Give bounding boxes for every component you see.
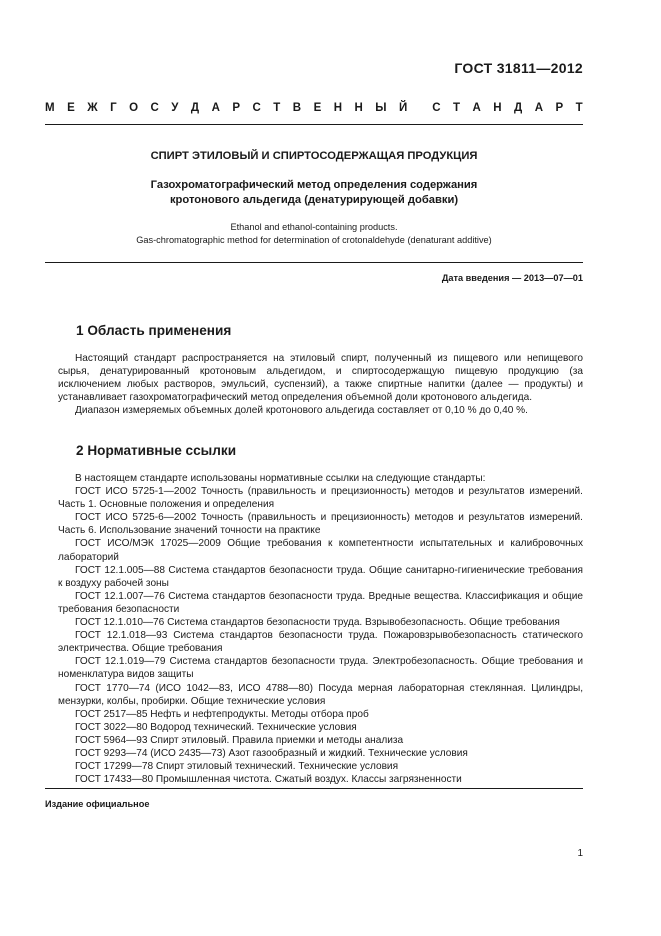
introduction-date: Дата введения — 2013—07—01 [441, 273, 583, 283]
section-1-heading: 1 Область применения [76, 323, 232, 338]
reference-item: ГОСТ ИСО 5725-1—2002 Точность (правильность и прецизионность) методов и результатов измерений. Часть 1. Основные положения и определения [58, 486, 583, 511]
section-2-body [58, 472, 583, 786]
top-rule [45, 124, 583, 125]
standard-type-letter: В [292, 102, 302, 114]
standard-type-letter: Т [452, 102, 461, 114]
standard-type-letter: А [534, 102, 544, 114]
section-1-body [58, 352, 583, 417]
reference-item: ГОСТ ИСО/МЭК 17025—2009 Общие требования к компетентности испытательных и калибровочных лабораторий [58, 538, 583, 563]
english-title-line-1: Ethanol and ethanol-containing products. [230, 222, 398, 232]
standard-type-letter: Ж [87, 102, 98, 114]
section-1-paragraph: Диапазон измеряемых объемных долей кротонового альдегида составляет от 0,10 % до 0,40 %. [75, 405, 528, 417]
subtitle-line-2: кротонового альдегида (денатурирующей добавки) [169, 194, 459, 206]
subtitle-line-1: Газохроматографический метод определения содержания [150, 179, 478, 191]
document-subtitle [45, 178, 583, 208]
page-number: 1 [577, 848, 583, 859]
standard-type-letter: Й [399, 102, 408, 114]
standard-type-letter: Р [232, 102, 241, 114]
reference-item: ГОСТ 12.1.019—79 Система стандартов безопасности труда. Электробезопасность. Общие требования и номенклатура видов защиты [58, 656, 583, 681]
standard-type-letter: Т [273, 102, 281, 114]
section-2-intro: В настоящем стандарте использованы нормативные ссылки на следующие стандарты: [75, 473, 486, 484]
standard-type-letter: Е [67, 102, 75, 114]
standard-type-letter: Г [110, 102, 117, 114]
reference-item: ГОСТ 5964—93 Спирт этиловый. Правила приемки и методы анализа [75, 734, 404, 746]
standard-type-letter: Т [575, 102, 583, 114]
reference-item: ГОСТ 1770—74 (ИСО 1042—83, ИСО 4788—80) Посуда мерная лабораторная стеклянная. Цилиндры, мензурки, колбы, пробирки. Общие технические условия [58, 682, 583, 707]
standard-type-letter: Ы [375, 102, 387, 114]
standard-type-letter: О [129, 102, 139, 114]
standard-type-letter: Н [493, 102, 502, 114]
reference-item: ГОСТ 17299—78 Спирт этиловый технический. Технические условия [75, 761, 399, 773]
edition-note: Издание официальное [45, 799, 150, 809]
reference-item: ГОСТ 12.1.010—76 Система стандартов безопасности труда. Взрывобезопасность. Общие требования [75, 617, 560, 629]
standard-type-letter: А [472, 102, 481, 114]
standard-type-letter: А [211, 102, 220, 114]
standard-type-letter: Д [514, 102, 523, 114]
standard-type-letter: С [252, 102, 261, 114]
reference-item: ГОСТ 9293—74 (ИСО 2435—73) Азот газообразный и жидкий. Технические условия [75, 747, 468, 759]
standard-type-letter: Н [354, 102, 363, 114]
english-title [45, 221, 583, 247]
reference-item: ГОСТ ИСО 5725-6—2002 Точность (правильность и прецизионность) методов и результатов измерений. Часть 6. Использование значений точности на практике [58, 512, 583, 537]
standard-type-heading [45, 102, 583, 114]
reference-item: ГОСТ 3022—80 Водород технический. Технические условия [75, 721, 357, 733]
standard-type-letter: С [432, 102, 441, 114]
section-2-heading: 2 Нормативные ссылки [76, 443, 237, 458]
reference-item: ГОСТ 12.1.007—76 Система стандартов безопасности труда. Вредные вещества. Классификация и общие требования безопасности [58, 590, 583, 615]
section-1-paragraph: Настоящий стандарт распространяется на этиловый спирт, полученный из пищевого или непищевого сырья, денатурированный кротоновым альдегидом, и спиртосодержащую пищевую продукцию (за исключением любых растворов, эмульсий, суспензий), а также спиртные напитки (далее — продукты) и устанавливает газохроматографический метод определения объемной доли кротонового альдегида. [58, 353, 583, 404]
standard-type-letter: Д [190, 102, 200, 114]
document-title: СПИРТ ЭТИЛОВЫЙ И СПИРТОСОДЕРЖАЩАЯ ПРОДУКЦИЯ [150, 150, 478, 162]
reference-item: ГОСТ 17433—80 Промышленная чистота. Сжатый воздух. Классы загрязненности [75, 774, 462, 786]
title-bottom-rule [45, 262, 583, 263]
english-title-line-2: Gas-chromatographic method for determination of crotonaldehyde (denaturant additive) [136, 235, 492, 245]
standard-type-letter: М [45, 102, 55, 114]
reference-item: ГОСТ 12.1.018—93 Система стандартов безопасности труда. Пожаровзрывобезопасность статического электричества. Общие требования [58, 630, 583, 655]
standard-type-letter: Р [555, 102, 564, 114]
standard-type-letter: Н [333, 102, 343, 114]
reference-item: ГОСТ 12.1.005—88 Система стандартов безопасности труда. Общие санитарно-гигиенические требования к воздуху рабочей зоны [58, 564, 583, 589]
standard-type-letter: У [171, 102, 179, 114]
reference-item: ГОСТ 2517—85 Нефть и нефтепродукты. Методы отбора проб [75, 708, 369, 720]
standard-type-letter: С [150, 102, 159, 114]
standard-type-letter: Е [313, 102, 322, 114]
document-number: ГОСТ 31811—2012 [454, 60, 583, 76]
footer-rule [45, 788, 583, 789]
